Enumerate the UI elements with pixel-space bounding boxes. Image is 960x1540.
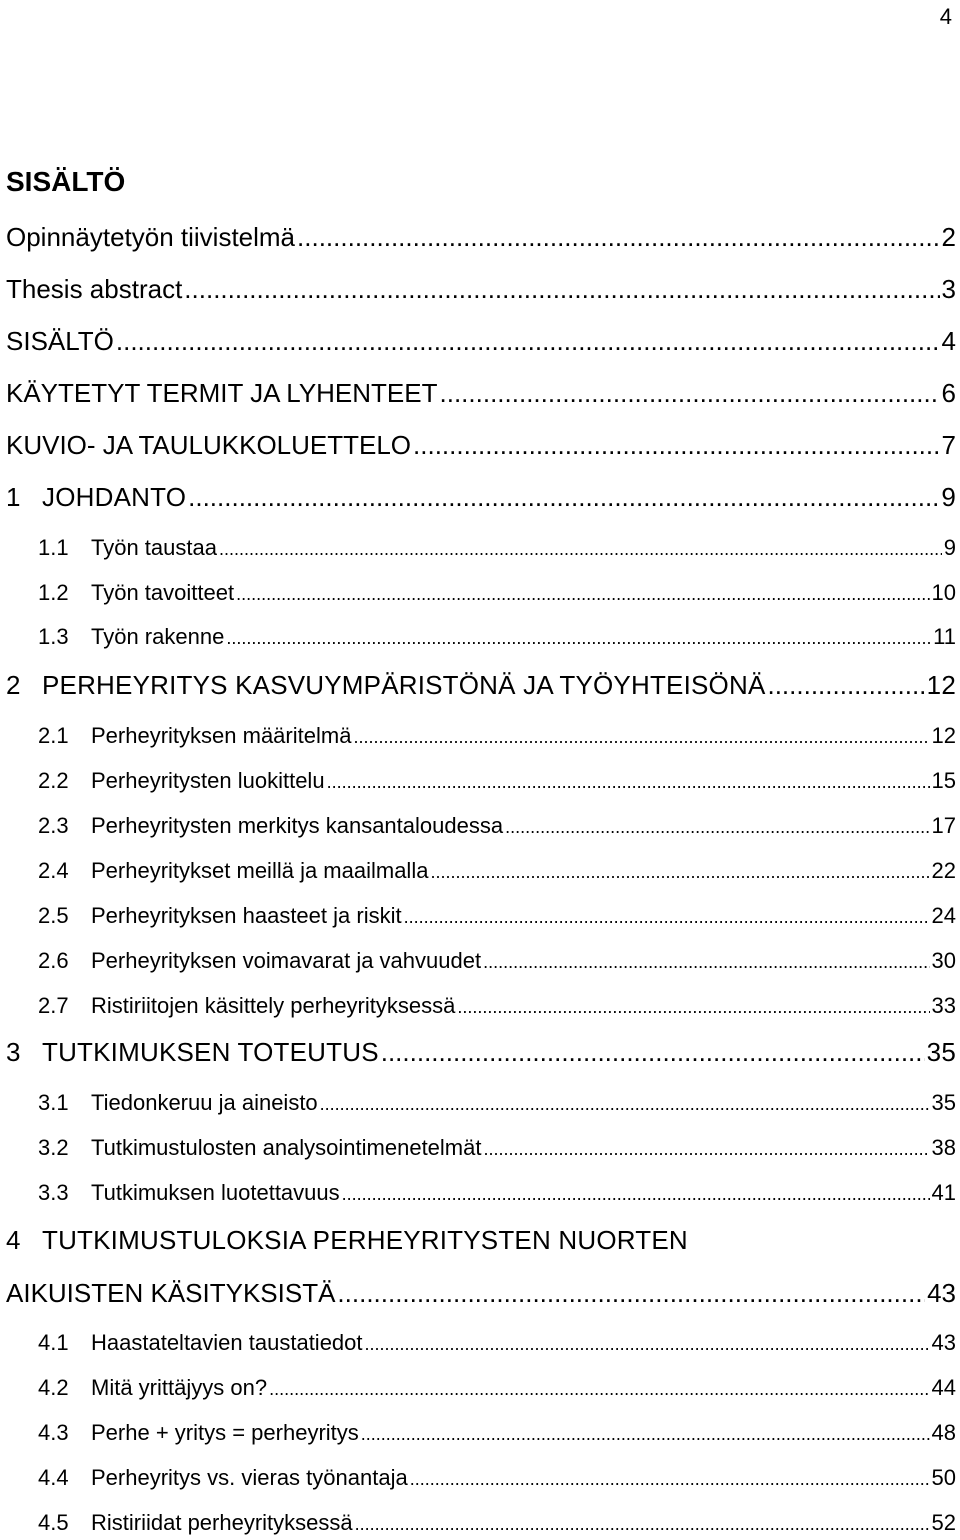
toc-entry-number: 1	[6, 482, 21, 512]
toc-entry-number: 4.1	[38, 1330, 69, 1355]
toc-entry[interactable]	[6, 326, 956, 357]
dot-leader	[269, 1375, 929, 1401]
dot-leader	[342, 1180, 930, 1206]
toc-entry-number: 2.7	[38, 993, 69, 1018]
dot-leader	[404, 903, 930, 929]
toc-entry-title: TUTKIMUKSEN TOTEUTUS	[42, 1037, 379, 1067]
toc-entry-number: 3	[6, 1037, 21, 1067]
toc-section[interactable]	[38, 624, 956, 650]
toc-section[interactable]	[38, 1510, 956, 1536]
toc-entry-number: 3.2	[38, 1135, 69, 1160]
toc-section[interactable]	[38, 768, 956, 794]
toc-entry-page: 44	[931, 1375, 956, 1400]
toc-section[interactable]	[38, 858, 956, 884]
toc-section[interactable]	[38, 1090, 956, 1116]
toc-entry-number: 4.3	[38, 1420, 69, 1445]
toc-entry-number: 2.6	[38, 948, 69, 973]
toc-entry-title: Perheyritys vs. vieras työnantaja	[91, 1465, 408, 1490]
toc-entry-title-continued: AIKUISTEN KÄSITYKSISTÄ	[6, 1278, 336, 1308]
toc-section[interactable]	[38, 903, 956, 929]
toc-entry-number: 1.3	[38, 624, 69, 649]
toc-entry-title: Tutkimustulosten analysointimenetelmät	[91, 1135, 482, 1160]
toc-entry-title: Perheyritysten luokittelu	[91, 768, 325, 793]
toc-entry-number: 2.2	[38, 768, 69, 793]
toc-entry-title: Opinnäytetyön tiivistelmä	[6, 222, 296, 252]
toc-entry-number: 4	[6, 1225, 21, 1255]
toc-heading: SISÄLTÖ	[6, 166, 126, 197]
toc-section[interactable]	[38, 1465, 956, 1491]
toc-entry-title: TUTKIMUSTULOKSIA PERHEYRITYSTEN NUORTEN	[42, 1225, 688, 1255]
toc-entry-title: Perheyrityksen määritelmä	[91, 723, 352, 748]
toc-section[interactable]	[38, 948, 956, 974]
toc-entry-page: 3	[941, 274, 956, 304]
dot-leader	[457, 993, 929, 1019]
toc-entry-page: 48	[931, 1420, 956, 1445]
toc-entry-title: KUVIO- JA TAULUKKOLUETTELO	[6, 430, 412, 460]
dot-leader	[188, 482, 939, 513]
dot-leader	[767, 670, 924, 701]
dot-leader	[236, 580, 929, 606]
toc-section[interactable]	[38, 993, 956, 1019]
dot-leader	[483, 1135, 929, 1161]
toc-entry-title: Haastateltavien taustatiedot	[91, 1330, 363, 1355]
dot-leader	[219, 535, 942, 561]
toc-entry-page: 9	[941, 482, 956, 512]
toc-entry-page: 38	[931, 1135, 956, 1160]
toc-section[interactable]	[38, 1180, 956, 1206]
dot-leader	[226, 624, 931, 650]
toc-entry-page: 4	[941, 326, 956, 356]
dot-leader	[327, 768, 930, 794]
toc-entry-title: Perheyritysten merkitys kansantaloudessa	[91, 813, 504, 838]
toc-section[interactable]	[38, 813, 956, 839]
toc-entry-title: SISÄLTÖ	[6, 326, 114, 356]
dot-leader	[361, 1420, 930, 1446]
toc-entry-title: Tutkimuksen luotettavuus	[91, 1180, 340, 1205]
page-number: 4	[939, 4, 952, 29]
toc-entry-number: 1.2	[38, 580, 69, 605]
dot-leader	[483, 948, 929, 974]
toc-chapter[interactable]	[6, 670, 956, 701]
toc-entry-number: 4.5	[38, 1510, 69, 1535]
toc-section[interactable]	[38, 1420, 956, 1446]
dot-leader	[116, 326, 940, 357]
toc-entry-page: 17	[931, 813, 956, 838]
toc-entry[interactable]	[6, 274, 956, 305]
toc-entry-title: Ristiriidat perheyrityksessä	[91, 1510, 353, 1535]
toc-section[interactable]	[38, 535, 956, 561]
dot-leader	[337, 1278, 925, 1309]
toc-entry-title: Tiedonkeruu ja aineisto	[91, 1090, 318, 1115]
toc-entry-page: 43	[927, 1278, 956, 1308]
toc-entry-page: 52	[931, 1510, 956, 1535]
toc-section[interactable]	[38, 723, 956, 749]
dot-leader	[297, 222, 940, 253]
toc-entry-number: 2.5	[38, 903, 69, 928]
toc-entry-number: 1.1	[38, 535, 69, 560]
toc-entry-title: Perheyrityksen voimavarat ja vahvuudet	[91, 948, 482, 973]
toc-entry-number: 3.1	[38, 1090, 69, 1115]
toc-entry[interactable]	[6, 430, 956, 461]
toc-chapter[interactable]	[6, 482, 956, 513]
toc-entry-page: 10	[931, 580, 956, 605]
toc-entry-page: 22	[931, 858, 956, 883]
toc-entry-page: 33	[931, 993, 956, 1018]
toc-entry-page: 11	[933, 624, 956, 649]
toc-entry-page: 9	[943, 535, 956, 560]
toc-entry-page: 2	[941, 222, 956, 252]
dot-leader	[410, 1465, 930, 1491]
dot-leader	[505, 813, 929, 839]
toc-entry-title: Työn taustaa	[91, 535, 217, 560]
toc-entry-page: 12	[931, 723, 956, 748]
toc-entry[interactable]	[6, 222, 956, 253]
dot-leader	[430, 858, 929, 884]
toc-chapter[interactable]	[6, 1037, 956, 1068]
dot-leader	[353, 723, 929, 749]
toc-entry-number: 4.4	[38, 1465, 69, 1490]
toc-entry-page: 41	[931, 1180, 956, 1205]
toc-chapter-continued[interactable]	[6, 1278, 956, 1309]
toc-entry-title: Työn rakenne	[91, 624, 225, 649]
toc-entry-page: 35	[926, 1037, 956, 1067]
toc-entry-title: Thesis abstract	[6, 274, 183, 304]
toc-entry-page: 24	[931, 903, 956, 928]
toc-entry-page: 35	[931, 1090, 956, 1115]
toc-entry-page: 30	[931, 948, 956, 973]
toc-entry-title: KÄYTETYT TERMIT JA LYHENTEET	[6, 378, 438, 408]
toc-section[interactable]	[38, 1135, 956, 1161]
toc-entry-page: 15	[931, 768, 956, 793]
toc-entry-title: JOHDANTO	[42, 482, 187, 512]
toc-entry-number: 2.3	[38, 813, 69, 838]
toc-entry-title: Perhe + yritys = perheyritys	[91, 1420, 359, 1445]
toc-entry-page: 7	[941, 430, 956, 460]
dot-leader	[381, 1037, 925, 1068]
toc-entry-number: 2.1	[38, 723, 69, 748]
dot-leader	[184, 274, 939, 305]
toc-entry-title: Perheyritykset meillä ja maailmalla	[91, 858, 429, 883]
toc-entry-number: 3.3	[38, 1180, 69, 1205]
toc-entry-number: 2	[6, 670, 21, 700]
toc-entry-title: Perheyrityksen haasteet ja riskit	[91, 903, 402, 928]
toc-entry-page: 6	[941, 378, 956, 408]
toc-entry-page: 50	[931, 1465, 956, 1490]
toc-entry[interactable]	[6, 378, 956, 409]
toc-entry-title: Ristiriitojen käsittely perheyrityksessä	[91, 993, 456, 1018]
toc-section[interactable]	[38, 1375, 956, 1401]
toc-entry-title: Mitä yrittäjyys on?	[91, 1375, 268, 1400]
toc-section[interactable]	[38, 580, 956, 606]
dot-leader	[365, 1330, 930, 1356]
toc-chapter[interactable]	[6, 1225, 956, 1256]
toc-entry-title: Työn tavoitteet	[91, 580, 235, 605]
toc-entry-page: 12	[926, 670, 956, 700]
toc-entry-title: PERHEYRITYS KASVUYMPÄRISTÖNÄ JA TYÖYHTEISÖNÄ	[42, 670, 766, 700]
toc-entry-number: 2.4	[38, 858, 69, 883]
dot-leader	[413, 430, 940, 461]
dot-leader	[355, 1510, 930, 1536]
toc-entry-page: 43	[931, 1330, 956, 1355]
dot-leader	[320, 1090, 930, 1116]
dot-leader	[440, 378, 940, 409]
toc-entry-number: 4.2	[38, 1375, 69, 1400]
toc-section[interactable]	[38, 1330, 956, 1356]
